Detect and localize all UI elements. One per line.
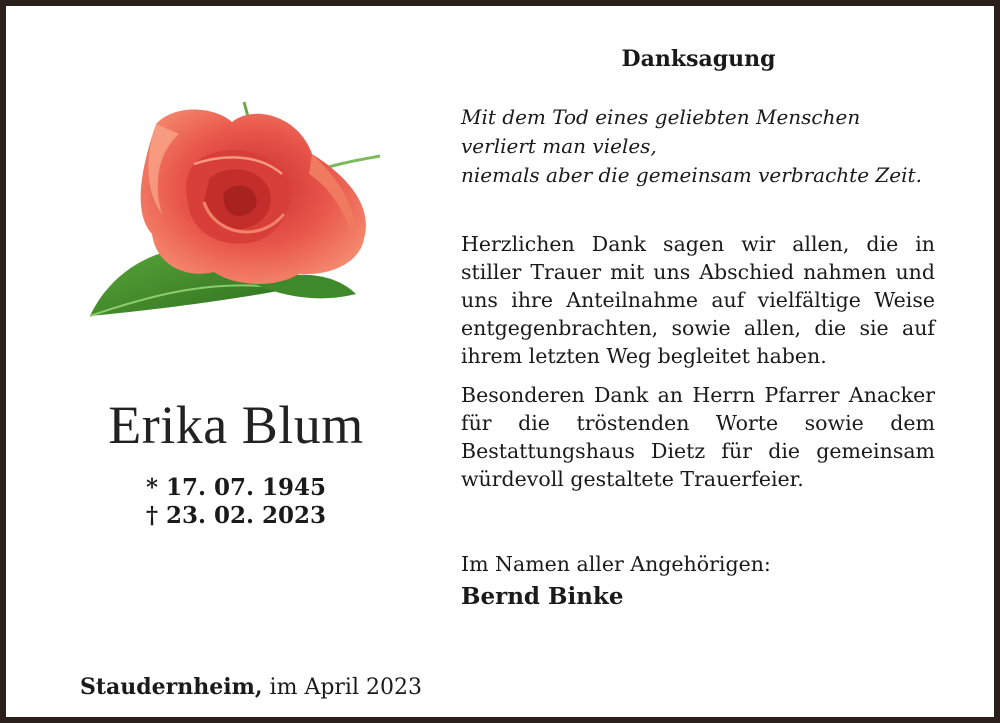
special-thanks-paragraph: Besonderen Dank an Herrn Pfarrer Anacker für die tröstenden Worte sowie dem Bestattungshaus Dietz für die gemeinsam würdevoll gestaltete Trauerfeier. — [461, 383, 935, 491]
page-title: Danksagung — [621, 46, 776, 72]
life-dates — [66, 474, 406, 530]
place-date — [80, 674, 422, 700]
place-town: Staudernheim, — [80, 674, 263, 700]
signer-name: Bernd Binke — [461, 583, 624, 610]
rose-icon — [84, 94, 394, 324]
thanks-paragraph: Herzlichen Dank sagen wir allen, die in stiller Trauer mit uns Abschied nahmen und uns ihre Anteilnahme auf vielfältige Weise entgegenbrachten, sowie allen, die sie auf ihrem letzten Weg begleitet haben. — [461, 232, 935, 368]
quote-line: Mit dem Tod eines geliebten Menschen — [461, 105, 861, 129]
death-date: † 23. 02. 2023 — [145, 502, 327, 529]
birth-date: * 17. 07. 1945 — [145, 474, 327, 501]
quote-line: verliert man vieles, — [461, 134, 657, 158]
quote — [461, 103, 941, 190]
quote-line: niemals aber die gemeinsam verbrachte Zeit. — [461, 163, 922, 187]
place-month: im April 2023 — [262, 675, 422, 700]
closing-line: Im Namen aller Angehörigen: — [461, 552, 771, 576]
deceased-name: Erika Blum — [108, 395, 364, 455]
